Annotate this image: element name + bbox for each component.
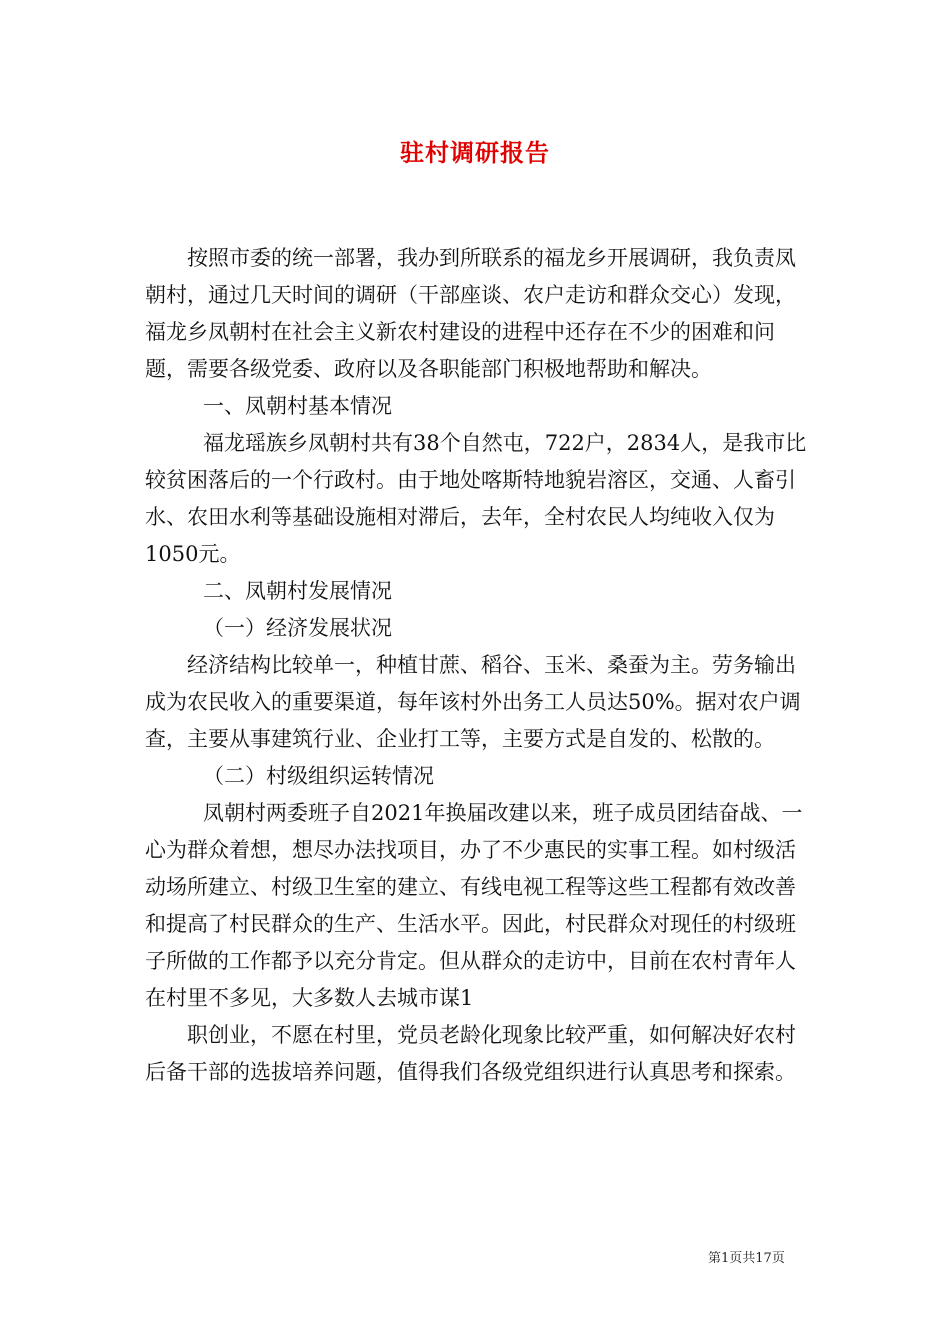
subsection-heading-economy: （一）经济发展状况 xyxy=(203,616,392,640)
basic-info-paragraph: 福龙瑶族乡凤朝村共有38个自然屯，722户，2834人，是我市比较贫困落后的一个行政村。由于地处喀斯特地貌岩溶区，交通、人畜引水、农田水利等基础设施相对滞后，去年，全村农民人均纯收入仅为1050元。 xyxy=(145,431,807,566)
document-title: 驻村调研报告 xyxy=(400,138,550,167)
section-heading-development: 二、凤朝村发展情况 xyxy=(203,579,392,603)
section-heading-basic-info: 一、凤朝村基本情况 xyxy=(203,394,392,418)
organization-paragraph: 凤朝村两委班子自2021年换届改建以来，班子成员团结奋战、一心为群众着想，想尽办法找项目，办了不少惠民的实事工程。如村级活动场所建立、村级卫生室的建立、有线电视工程等这些工程都有效改善和提高了村民群众的生产、生活水平。因此，村民群众对现任的村级班子所做的工作都予以充分肯定。但从群众的走访中，目前在农村青年人在村里不多见，大多数人去城市谋1 xyxy=(145,801,803,1010)
page-number-footer: 第1页共17页 xyxy=(708,1251,785,1266)
economy-paragraph: 经济结构比较单一，种植甘蔗、稻谷、玉米、桑蚕为主。劳务输出成为农民收入的重要渠道，每年该村外出务工人员达50%。据对农户调查，主要从事建筑行业、企业打工等，主要方式是自发的、松散的。 xyxy=(145,653,801,751)
intro-paragraph: 按照市委的统一部署，我办到所联系的福龙乡开展调研，我负责凤朝村，通过几天时间的调研（干部座谈、农户走访和群众交心）发现，福龙乡凤朝村在社会主义新农村建设的进程中还存在不少的困难和问题，需要各级党委、政府以及各职能部门积极地帮助和解决。 xyxy=(145,246,796,381)
subsection-heading-organization: （二）村级组织运转情况 xyxy=(203,764,434,788)
continuation-paragraph: 职创业，不愿在村里，党员老龄化现象比较严重，如何解决好农村后备干部的选拔培养问题，值得我们各级党组织进行认真思考和探索。 xyxy=(145,1023,796,1084)
document-body xyxy=(145,240,810,1091)
